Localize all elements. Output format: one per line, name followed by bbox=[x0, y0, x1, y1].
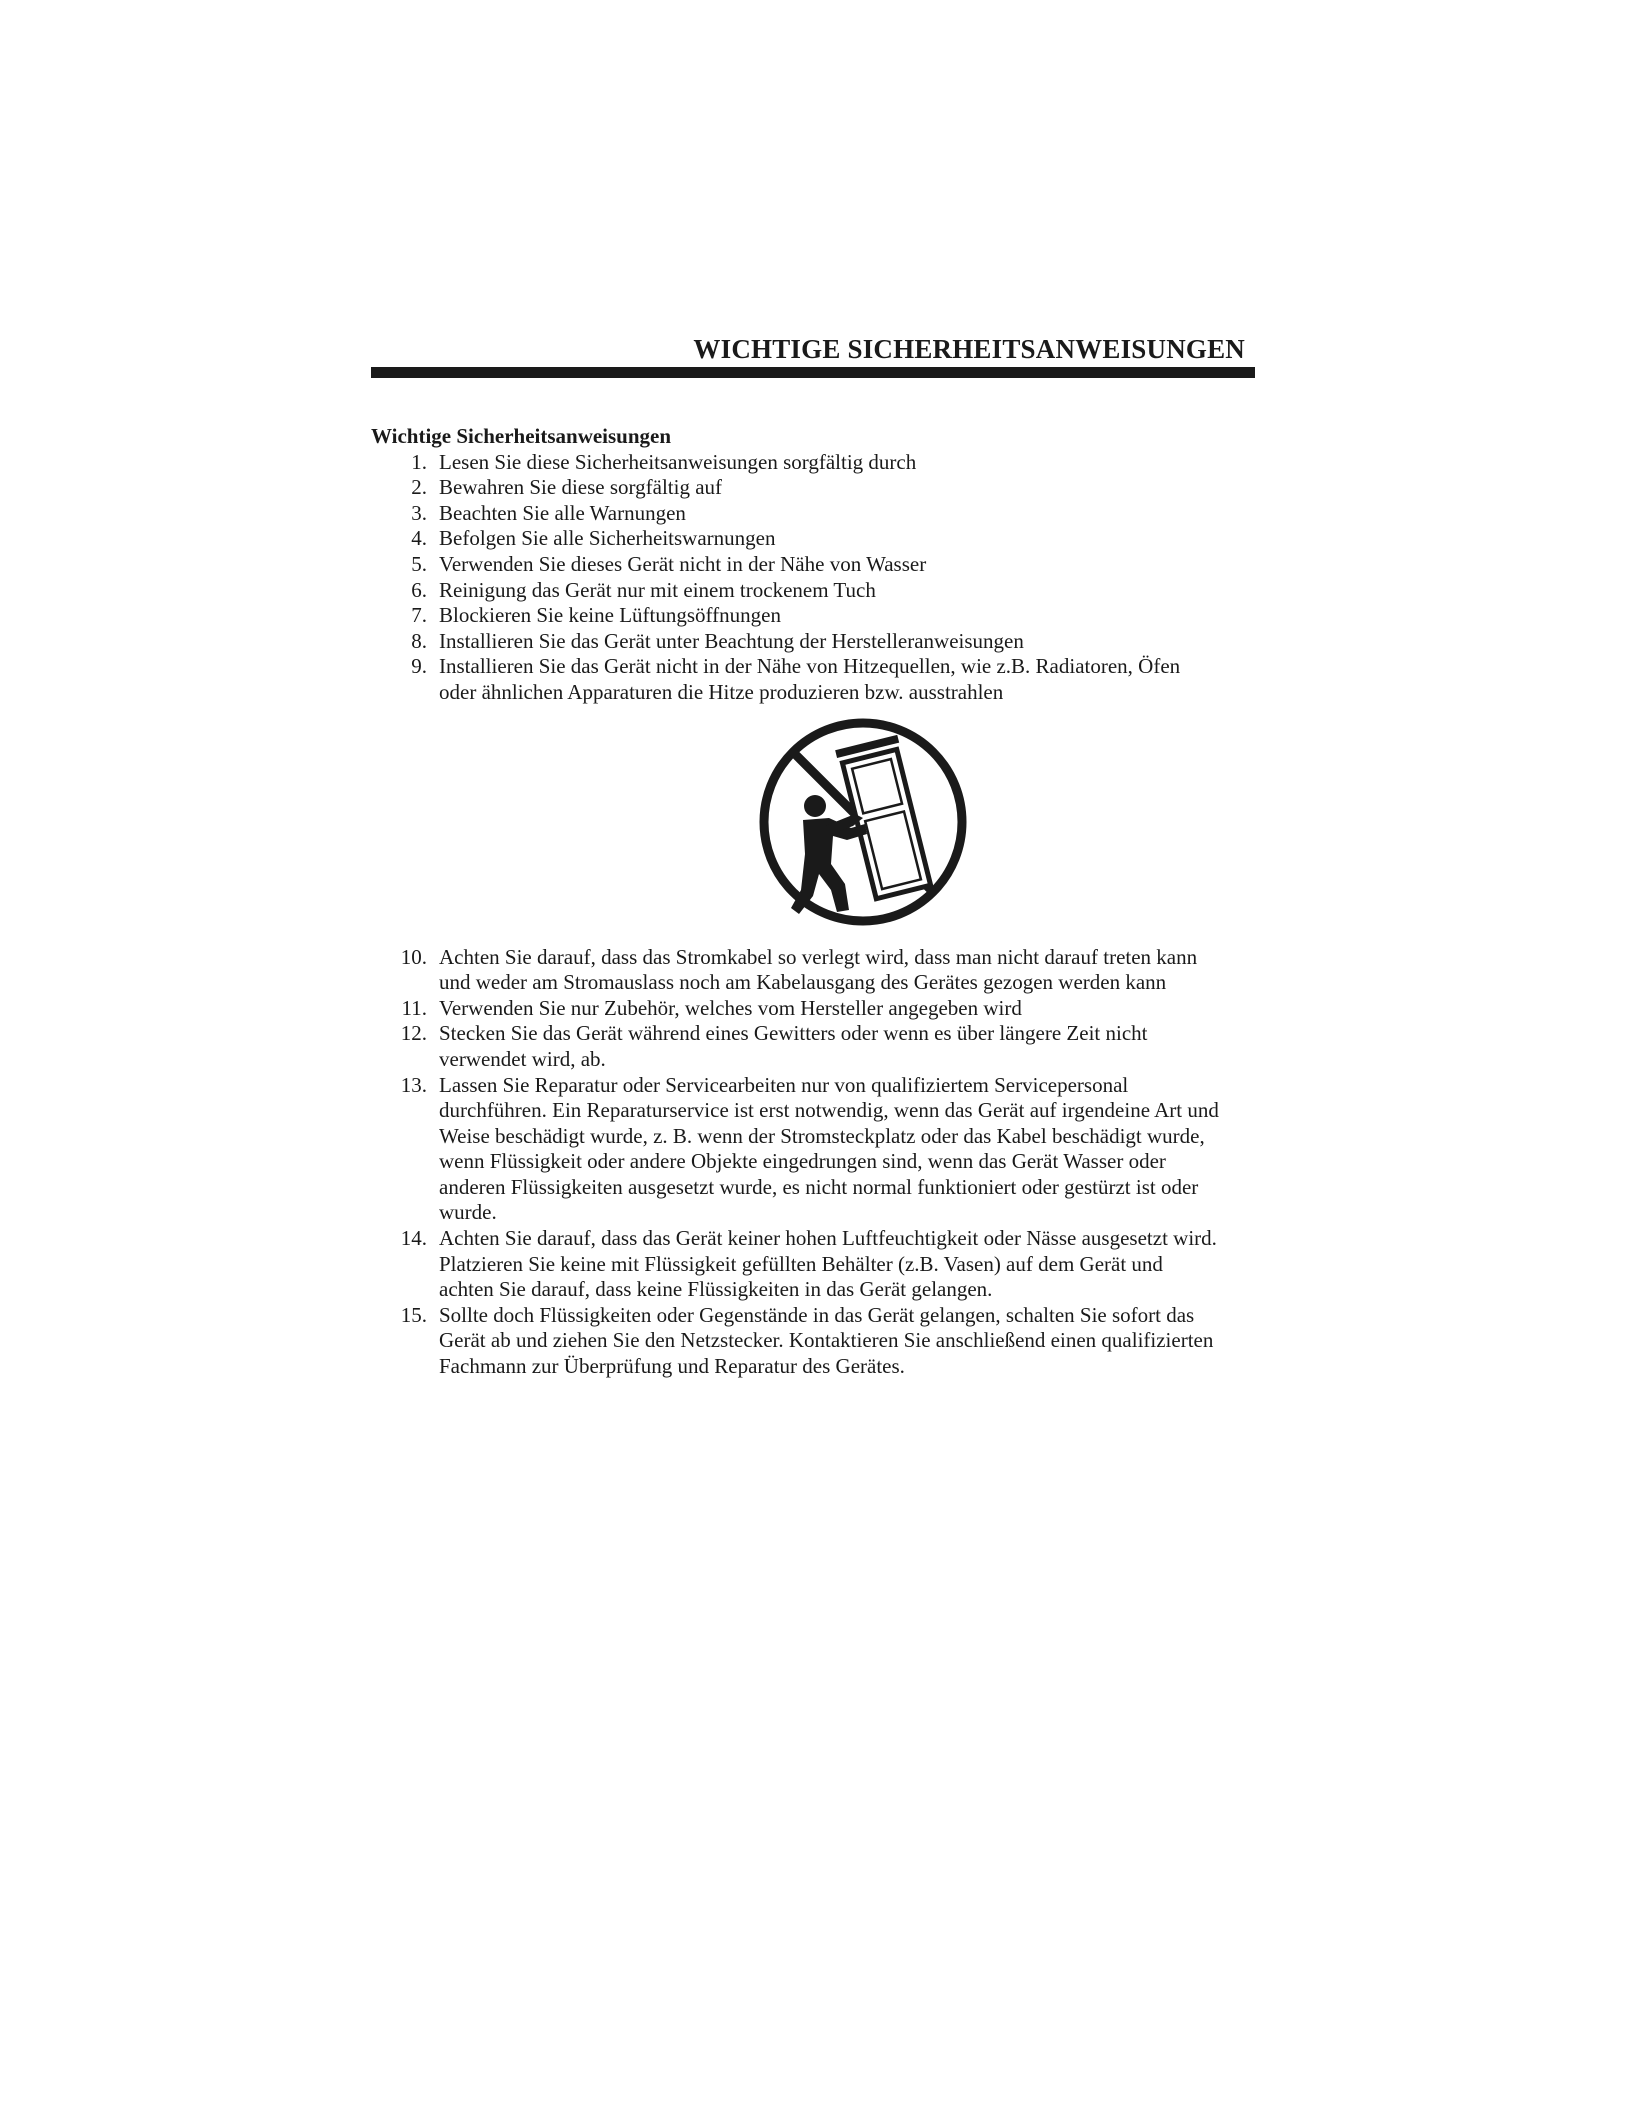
safety-section bbox=[371, 424, 1255, 1380]
item-number: 4. bbox=[411, 526, 427, 551]
item-text: Stecken Sie das Gerät während eines Gewitters oder wenn es über längere Zeit nicht verwendet wird, ab. bbox=[439, 1021, 1148, 1071]
header-rule bbox=[371, 367, 1255, 378]
list-item bbox=[371, 578, 1219, 604]
item-number: 10. bbox=[400, 944, 427, 969]
item-text: Achten Sie darauf, dass das Stromkabel so verlegt wird, dass man nicht darauf treten kann und weder am Stromauslass noch am Kabelausgang des Gerätes gezogen werden kann bbox=[439, 944, 1198, 995]
item-text: Blockieren Sie keine Lüftungsöffnungen bbox=[439, 603, 781, 628]
page-title: WICHTIGE SICHERHEITSANWEISUNGEN bbox=[693, 334, 1245, 364]
item-text: Beachten Sie alle Warnungen bbox=[439, 500, 686, 525]
list-item bbox=[371, 1226, 1219, 1303]
item-text: Reinigung das Gerät nur mit einem trockenem Tuch bbox=[439, 577, 876, 602]
no-tipping-cart-warning-icon bbox=[755, 714, 971, 930]
list-item bbox=[371, 945, 1219, 996]
list-item bbox=[371, 1021, 1219, 1072]
item-number: 13. bbox=[400, 1072, 427, 1097]
item-number: 11. bbox=[401, 995, 427, 1020]
item-number: 9. bbox=[411, 654, 427, 679]
item-number: 8. bbox=[411, 628, 427, 653]
item-text: Sollte doch Flüssigkeiten oder Gegenstände in das Gerät gelangen, schalten Sie sofort das Gerät ab und ziehen Sie den Netzstecker. Kontaktieren Sie anschließend einen qualifizierten Fachmann zur Überprüfung und Reparatur des Gerätes. bbox=[439, 1302, 1214, 1379]
item-number: 7. bbox=[411, 603, 427, 628]
list-item bbox=[371, 1303, 1219, 1380]
item-number: 12. bbox=[400, 1021, 427, 1046]
instruction-list-part2 bbox=[371, 945, 1255, 1380]
item-text: Installieren Sie das Gerät nicht in der Nähe von Hitzequellen, wie z.B. Radiatoren, Öfen oder ähnlichen Apparaturen die Hitze produzieren bzw. ausstrahlen bbox=[439, 654, 1181, 704]
item-text: Lassen Sie Reparatur oder Servicearbeiten nur von qualifiziertem Servicepersonal durchführen. Ein Reparaturservice ist erst notwendig, wenn das Gerät auf irgendeine Art und Weise beschädigt wurde, z. B. wenn der Stromsteckplatz oder das Kabel beschädigt wurde, wenn Flüssigkeit oder andere Objekte eingedrungen sind, wenn das Gerät Wasser oder anderen Flüssigkeiten ausgesetzt wurde, es nicht normal funktioniert oder gestürzt ist oder wurde. bbox=[439, 1072, 1219, 1225]
list-item bbox=[371, 629, 1219, 655]
item-text: Befolgen Sie alle Sicherheitswarnungen bbox=[439, 526, 776, 551]
item-number: 6. bbox=[411, 577, 427, 602]
item-text: Bewahren Sie diese sorgfältig auf bbox=[439, 475, 723, 500]
item-text: Lesen Sie diese Sicherheitsanweisungen sorgfältig durch bbox=[439, 449, 917, 474]
list-item bbox=[371, 996, 1219, 1022]
list-item bbox=[371, 501, 1219, 527]
warning-figure bbox=[371, 706, 1255, 945]
item-number: 1. bbox=[411, 449, 427, 474]
list-item bbox=[371, 552, 1219, 578]
item-text: Verwenden Sie dieses Gerät nicht in der Nähe von Wasser bbox=[439, 551, 927, 576]
item-number: 2. bbox=[411, 475, 427, 500]
item-number: 5. bbox=[411, 551, 427, 576]
item-number: 3. bbox=[411, 500, 427, 525]
list-item bbox=[371, 603, 1219, 629]
page-header bbox=[371, 330, 1255, 370]
list-item bbox=[371, 450, 1219, 476]
list-item bbox=[371, 475, 1219, 501]
item-text: Achten Sie darauf, dass das Gerät keiner hohen Luftfeuchtigkeit oder Nässe ausgesetzt wird. Platzieren Sie keine mit Flüssigkeit gefüllten Behälter (z.B. Vasen) auf dem Gerät und achten Sie darauf, dass keine Flüssigkeiten in das Gerät gelangen. bbox=[439, 1226, 1217, 1302]
instruction-list-part1 bbox=[371, 450, 1255, 706]
item-text: Verwenden Sie nur Zubehör, welches vom Hersteller angegeben wird bbox=[439, 995, 1022, 1020]
list-item bbox=[371, 526, 1219, 552]
section-title: Wichtige Sicherheitsanweisungen bbox=[371, 424, 672, 448]
item-number: 15. bbox=[400, 1302, 427, 1327]
item-number: 14. bbox=[400, 1226, 427, 1251]
list-item bbox=[371, 1073, 1219, 1227]
list-item bbox=[371, 654, 1219, 705]
item-text: Installieren Sie das Gerät unter Beachtung der Herstelleranweisungen bbox=[439, 628, 1024, 653]
